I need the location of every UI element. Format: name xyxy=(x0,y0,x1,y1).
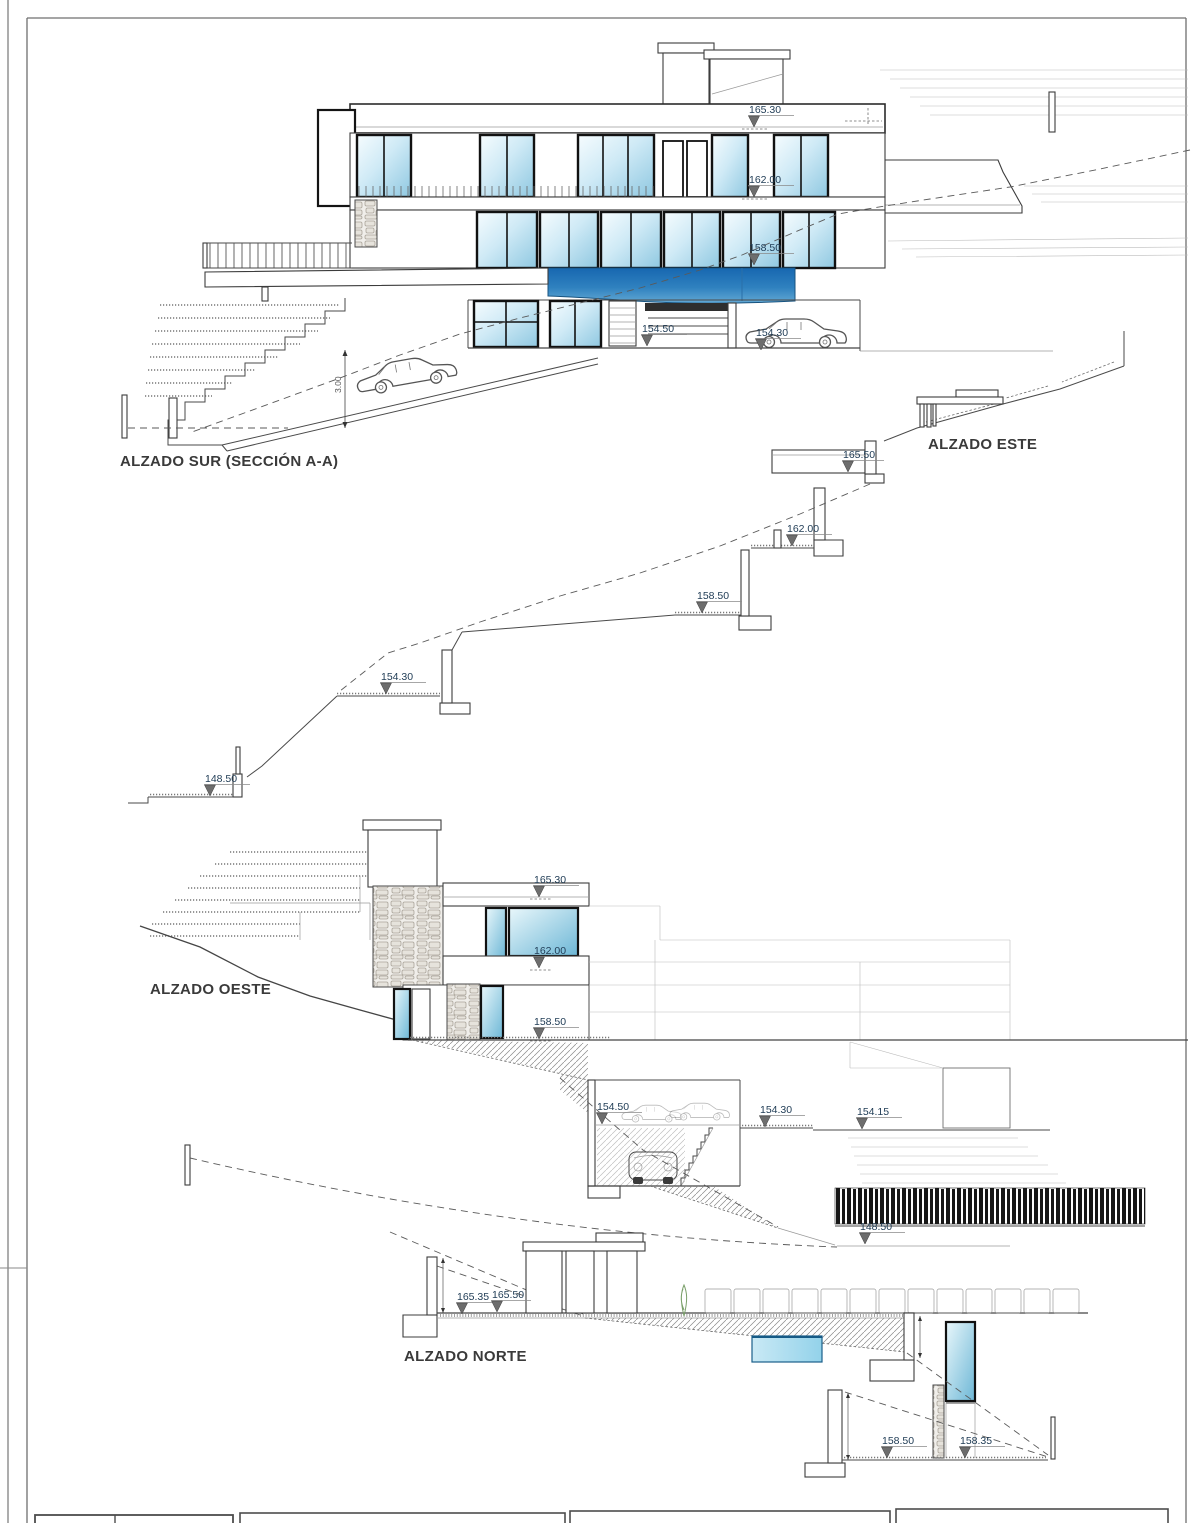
svg-text:148.50: 148.50 xyxy=(860,1221,893,1233)
north-left-wall xyxy=(403,1257,445,1337)
svg-text:162.00: 162.00 xyxy=(787,523,820,535)
title-block xyxy=(35,1509,1168,1523)
stone-chimney xyxy=(373,886,443,987)
exterior-grades-west xyxy=(650,1042,1145,1246)
building-south-facade xyxy=(122,104,1190,451)
slope-hatch xyxy=(585,1318,905,1352)
pool-section xyxy=(548,268,795,303)
level-marker-este-2 xyxy=(696,590,742,613)
stone-pier xyxy=(355,200,377,247)
svg-text:154.30: 154.30 xyxy=(756,327,789,339)
level-marker-norte-0 xyxy=(456,1291,496,1314)
svg-text:165.50: 165.50 xyxy=(843,449,876,461)
view-alzado-sur xyxy=(120,43,1190,470)
svg-text:158.50: 158.50 xyxy=(749,242,782,254)
roof-penthouse xyxy=(658,43,790,107)
garage-section-west xyxy=(560,1070,740,1198)
svg-text:165.30: 165.30 xyxy=(749,104,782,116)
garage-lintel xyxy=(645,303,731,311)
garden-steps xyxy=(122,298,345,445)
svg-text:162.00: 162.00 xyxy=(749,174,782,186)
view-title-sur: ALZADO SUR (SECCIÓN A-A) xyxy=(120,453,339,470)
view-alzado-oeste xyxy=(140,820,1188,1247)
pool-beyond xyxy=(752,1336,822,1362)
door-panel xyxy=(687,141,707,197)
level-marker-norte-2 xyxy=(881,1435,927,1458)
view-title-este: ALZADO ESTE xyxy=(928,436,1038,453)
level-marker-norte-3 xyxy=(959,1435,1005,1458)
roof-pergola xyxy=(917,390,1003,427)
level-marker-oeste-5 xyxy=(856,1106,902,1129)
car-icon xyxy=(354,351,458,396)
retaining-walls-east xyxy=(128,441,884,803)
svg-text:154.50: 154.50 xyxy=(597,1101,630,1113)
dimension-label: 3.00 xyxy=(333,376,343,393)
svg-text:158.50: 158.50 xyxy=(534,1016,567,1028)
svg-text:154.30: 154.30 xyxy=(381,671,414,683)
glass-balustrade xyxy=(705,1289,1079,1313)
slatted-fence xyxy=(835,1188,1145,1224)
view-alzado-norte xyxy=(390,1232,1088,1477)
svg-text:154.50: 154.50 xyxy=(642,323,675,335)
door-panel xyxy=(663,141,683,197)
level-marker-oeste-6 xyxy=(859,1221,905,1244)
svg-text:154.30: 154.30 xyxy=(760,1104,793,1116)
roof-structure-north xyxy=(523,1233,645,1313)
level-marker-este-4 xyxy=(204,773,250,796)
level-marker-este-3 xyxy=(380,671,426,694)
level-marker-oeste-4 xyxy=(759,1104,805,1127)
stone-wall xyxy=(447,984,480,1040)
svg-text:162.00: 162.00 xyxy=(534,945,567,957)
view-title-norte: ALZADO NORTE xyxy=(404,1348,527,1365)
svg-text:165.50: 165.50 xyxy=(492,1289,525,1301)
house-outline-behind xyxy=(589,906,1010,1040)
north-lower-walls xyxy=(805,1390,1055,1477)
svg-text:158.35: 158.35 xyxy=(960,1435,993,1447)
svg-text:165.35: 165.35 xyxy=(457,1291,490,1303)
car-icon xyxy=(670,1103,730,1120)
terrain-contours-upper-right xyxy=(875,70,1188,257)
terrain-dashed-line xyxy=(340,484,870,691)
svg-text:165.30: 165.30 xyxy=(534,874,567,886)
plant-icon xyxy=(681,1285,686,1316)
balcony-railing xyxy=(357,186,657,197)
view-title-oeste: ALZADO OESTE xyxy=(150,981,272,998)
view-alzado-este xyxy=(128,331,1124,803)
ramp-height-dimension xyxy=(333,350,348,428)
svg-text:158.50: 158.50 xyxy=(882,1435,915,1447)
svg-text:158.50: 158.50 xyxy=(697,590,730,602)
svg-text:154.15: 154.15 xyxy=(857,1106,890,1118)
level-marker-norte-1 xyxy=(491,1289,531,1312)
building-west-facade xyxy=(363,820,589,1041)
driveway-ramp xyxy=(222,351,598,451)
svg-text:148.50: 148.50 xyxy=(205,773,238,785)
